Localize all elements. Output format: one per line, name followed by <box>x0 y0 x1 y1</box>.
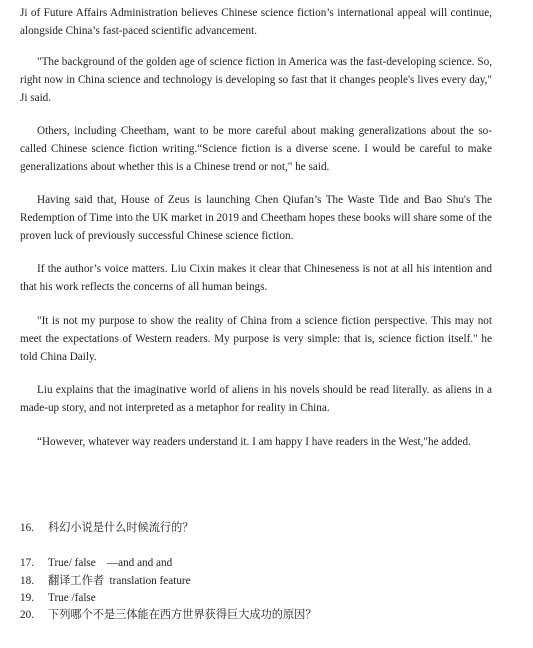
question-number: 16. <box>20 522 34 534</box>
question-16 <box>20 521 193 535</box>
question-text: 翻译工作者 translation feature <box>48 575 191 587</box>
paragraph-5: If the author’s voice matters. Liu Cixin makes it clear that Chineseness is not at all his intention and that his work reflects the concerns of all human beings. <box>20 263 492 293</box>
paragraph-1: Ji of Future Affairs Administration believes Chinese science fiction’s international appeal will continue, alongside China’s fast-paced scientific advancement. <box>20 7 492 37</box>
question-number: 18. <box>20 575 34 587</box>
question-20 <box>20 608 317 622</box>
question-text: True/ false —and and and <box>48 557 173 569</box>
question-number: 17. <box>20 557 34 569</box>
paragraph-4: Having said that, House of Zeus is launching Chen Qiufan’s The Waste Tide and Bao Shu's The Redemption of Time into the UK market in 2019 and Cheetham hopes these books will share some of the proven luck of previously successful Chinese science fiction. <box>20 194 492 242</box>
paragraph-6: "It is not my purpose to show the reality of China from a science fiction perspective. This may not meet the expectations of Western readers. My purpose is very simple: that is, science fiction itself." he told China Daily. <box>20 315 492 363</box>
question-text: True /false <box>48 592 96 604</box>
question-text: 下列哪个不是三体能在西方世界获得巨大成功的原因？ <box>48 609 317 621</box>
question-19 <box>20 591 96 605</box>
question-text: 科幻小说是什么时候流行的？ <box>48 522 194 534</box>
paragraph-3: Others, including Cheetham, want to be more careful about making generalizations about the so-called Chinese science fiction writing.“Science fiction is a diverse scene. I would be careful to make generalizations about whether this is a Chinese trend or not," he said. <box>20 125 492 173</box>
paragraph-2: "The background of the golden age of science fiction in America was the fast-developing science. So, right now in China science and technology is developing so fast that it changes people's lives every day," Ji said. <box>20 56 492 104</box>
question-number: 19. <box>20 592 34 604</box>
question-18 <box>20 574 191 588</box>
paragraph-8: “However, whatever way readers understand it. I am happy I have readers in the West,"he added. <box>37 436 471 448</box>
question-17 <box>20 556 172 570</box>
question-number: 20. <box>20 609 34 621</box>
paragraph-7: Liu explains that the imaginative world of aliens in his novels should be read literally. as aliens in a made-up story, and not interpreted as a metaphor for reality in China. <box>20 384 492 414</box>
